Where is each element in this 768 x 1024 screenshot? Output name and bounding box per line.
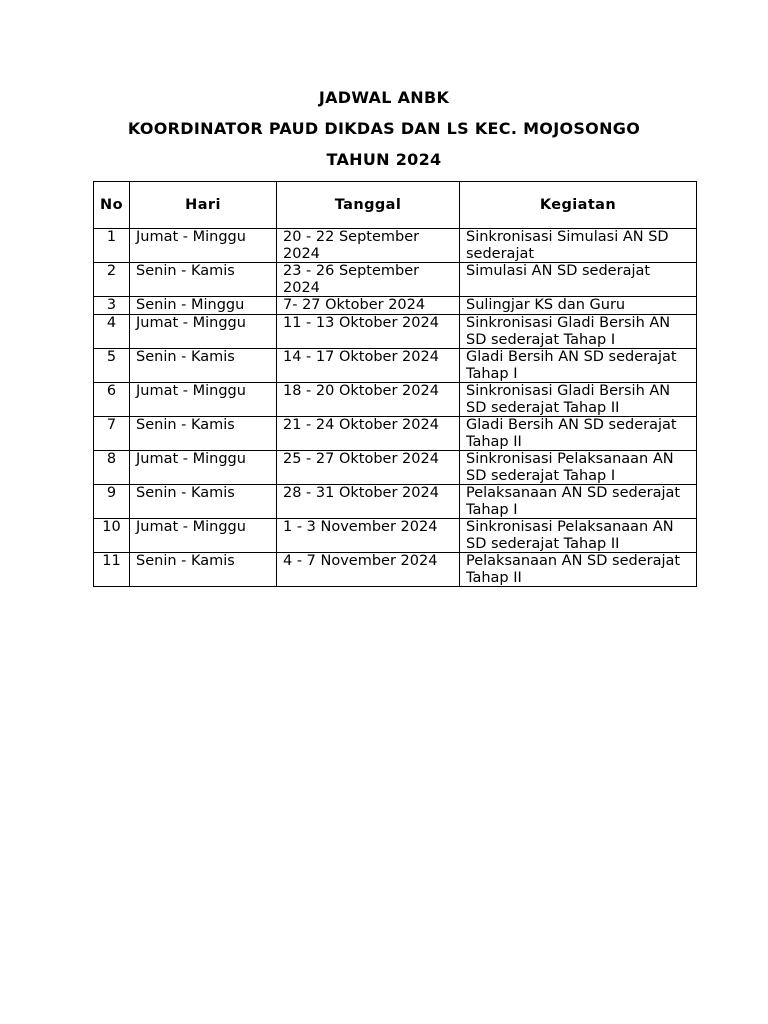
cell-hari: Jumat - Minggu	[130, 229, 277, 263]
cell-no: 11	[94, 553, 130, 587]
cell-tanggal: 20 - 22 September 2024	[277, 229, 460, 263]
cell-kegiatan: Pelaksanaan AN SD sederajat Tahap II	[460, 553, 697, 587]
table-row	[94, 417, 697, 451]
table-row	[94, 519, 697, 553]
cell-no: 6	[94, 383, 130, 417]
cell-kegiatan: Sinkronisasi Simulasi AN SD sederajat	[460, 229, 697, 263]
cell-hari: Senin - Kamis	[130, 485, 277, 519]
cell-tanggal: 4 - 7 November 2024	[277, 553, 460, 587]
table-row	[94, 485, 697, 519]
cell-kegiatan: Gladi Bersih AN SD sederajat Tahap II	[460, 417, 697, 451]
cell-hari: Senin - Minggu	[130, 297, 277, 315]
cell-no: 9	[94, 485, 130, 519]
cell-kegiatan: Pelaksanaan AN SD sederajat Tahap I	[460, 485, 697, 519]
cell-no: 5	[94, 349, 130, 383]
cell-hari: Jumat - Minggu	[130, 383, 277, 417]
cell-tanggal: 23 - 26 September 2024	[277, 263, 460, 297]
cell-tanggal: 18 - 20 Oktober 2024	[277, 383, 460, 417]
column-header-kegiatan: Kegiatan	[460, 182, 697, 229]
document-subtitle: KOORDINATOR PAUD DIKDAS DAN LS KEC. MOJOSONGO	[127, 119, 641, 138]
column-header-hari: Hari	[130, 182, 277, 229]
cell-tanggal: 11 - 13 Oktober 2024	[277, 315, 460, 349]
cell-hari: Jumat - Minggu	[130, 519, 277, 553]
cell-hari: Senin - Kamis	[130, 553, 277, 587]
cell-no: 4	[94, 315, 130, 349]
table-row	[94, 315, 697, 349]
cell-kegiatan: Sinkronisasi Pelaksanaan AN SD sederajat Tahap I	[460, 451, 697, 485]
table-row	[94, 297, 697, 315]
cell-kegiatan: Sulingjar KS dan Guru	[460, 297, 697, 315]
table-row	[94, 349, 697, 383]
cell-kegiatan: Sinkronisasi Gladi Bersih AN SD sederajat Tahap II	[460, 383, 697, 417]
cell-no: 7	[94, 417, 130, 451]
column-header-no: No	[94, 182, 130, 229]
cell-kegiatan: Sinkronisasi Pelaksanaan AN SD sederajat Tahap II	[460, 519, 697, 553]
table-row	[94, 451, 697, 485]
cell-tanggal: 28 - 31 Oktober 2024	[277, 485, 460, 519]
document-year: TAHUN 2024	[326, 150, 442, 169]
column-header-tanggal: Tanggal	[277, 182, 460, 229]
cell-no: 10	[94, 519, 130, 553]
table-header-row	[94, 182, 697, 229]
cell-tanggal: 7- 27 Oktober 2024	[277, 297, 460, 315]
cell-hari: Senin - Kamis	[130, 263, 277, 297]
cell-tanggal: 14 - 17 Oktober 2024	[277, 349, 460, 383]
cell-no: 8	[94, 451, 130, 485]
table-row	[94, 263, 697, 297]
schedule-table	[93, 181, 697, 587]
cell-tanggal: 21 - 24 Oktober 2024	[277, 417, 460, 451]
cell-kegiatan: Sinkronisasi Gladi Bersih AN SD sederajat Tahap I	[460, 315, 697, 349]
cell-no: 3	[94, 297, 130, 315]
table-row	[94, 553, 697, 587]
cell-hari: Jumat - Minggu	[130, 315, 277, 349]
cell-tanggal: 1 - 3 November 2024	[277, 519, 460, 553]
cell-hari: Jumat - Minggu	[130, 451, 277, 485]
table-row	[94, 229, 697, 263]
cell-kegiatan: Simulasi AN SD sederajat	[460, 263, 697, 297]
cell-kegiatan: Gladi Bersih AN SD sederajat Tahap I	[460, 349, 697, 383]
cell-hari: Senin - Kamis	[130, 349, 277, 383]
cell-hari: Senin - Kamis	[130, 417, 277, 451]
cell-no: 1	[94, 229, 130, 263]
table-row	[94, 383, 697, 417]
cell-tanggal: 25 - 27 Oktober 2024	[277, 451, 460, 485]
document-title: JADWAL ANBK	[318, 88, 450, 107]
cell-no: 2	[94, 263, 130, 297]
